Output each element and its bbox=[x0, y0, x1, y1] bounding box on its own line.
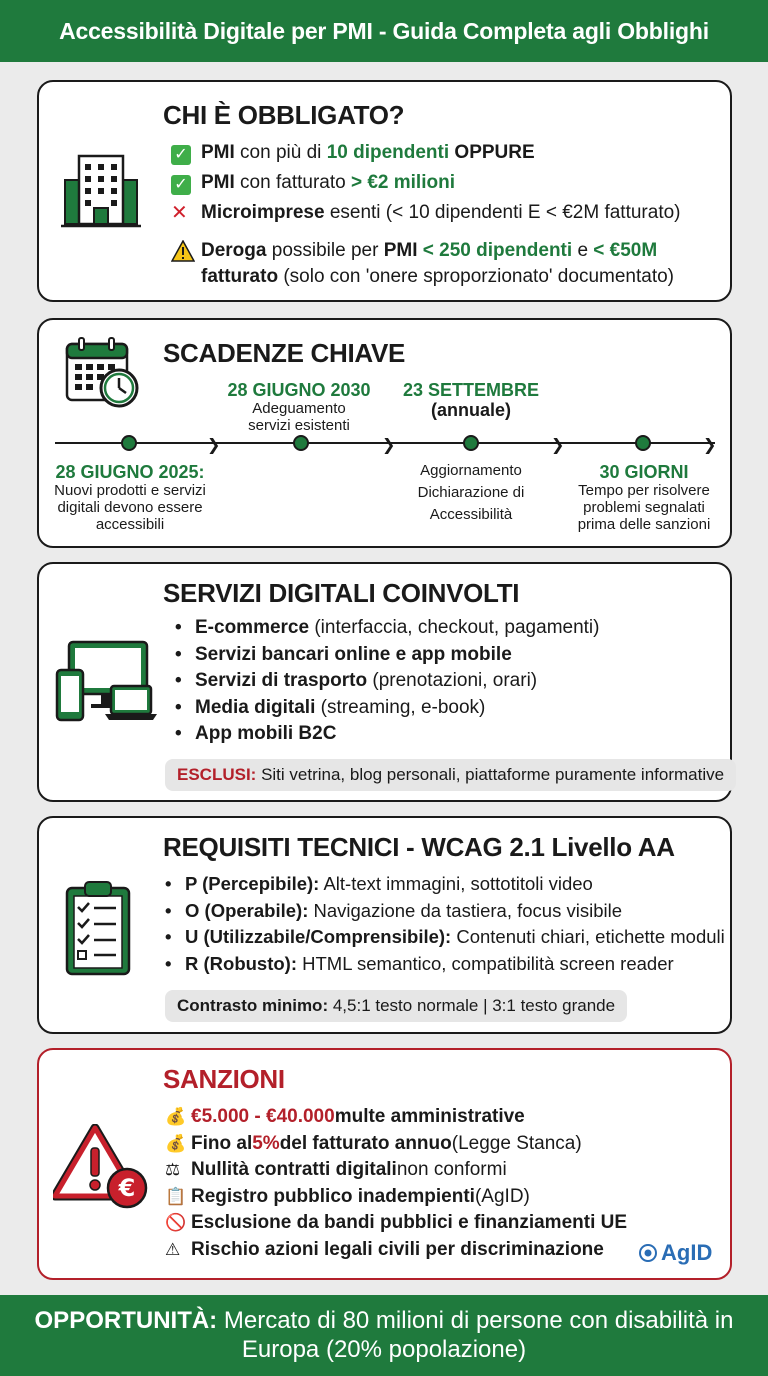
list-item: • Media digitali (streaming, e-book) bbox=[175, 695, 599, 722]
list-item: • R (Robusto): HTML semantico, compatibilità screen reader bbox=[165, 951, 725, 978]
list-item: 💰 Fino al 5% del fatturato annuo (Legge Stanca) bbox=[165, 1131, 627, 1158]
emblem-icon bbox=[639, 1244, 657, 1262]
card-requisiti bbox=[37, 816, 732, 1034]
card-servizi bbox=[37, 562, 732, 802]
warning-icon: ⚠ bbox=[165, 1239, 181, 1259]
arrow-icon: ❯ bbox=[551, 437, 565, 454]
warning-euro-icon bbox=[53, 1124, 149, 1215]
exclusions-note: ESCLUSI: Siti vetrina, blog personali, piattaforme puramente informative bbox=[165, 759, 736, 791]
section-title: CHI È OBBLIGATO? bbox=[163, 100, 405, 130]
svg-text:€: € bbox=[118, 1174, 136, 1202]
timeline-dot bbox=[635, 435, 651, 451]
check-icon: ✓ bbox=[171, 142, 201, 165]
timeline-dot bbox=[293, 435, 309, 451]
footer-banner bbox=[0, 1295, 768, 1376]
list-item: Deroga possibile per PMI < 250 dipendenti e < €50M fatturato (solo con 'onere sproporzionato' documentato) bbox=[171, 238, 674, 290]
list-item: • E-commerce (interfaccia, checkout, pagamenti) bbox=[175, 615, 599, 642]
scales-icon: ⚖ bbox=[165, 1160, 181, 1179]
list-item: • P (Percepibile): Alt-text immagini, sottotitoli video bbox=[165, 871, 725, 898]
check-icon: ✓ bbox=[171, 172, 201, 195]
timeline-dot bbox=[463, 435, 479, 451]
arrow-icon: ❯ bbox=[703, 437, 717, 454]
list-item: ⚖ Nullità contratti digitali non conformi bbox=[165, 1157, 627, 1184]
list-item: • U (Utilizzabile/Comprensibile): Contenuti chiari, etichette moduli bbox=[165, 924, 725, 951]
sanctions-list bbox=[165, 1104, 627, 1263]
services-list bbox=[175, 615, 599, 748]
section-title: SERVIZI DIGITALI COINVOLTI bbox=[163, 578, 520, 608]
agid-logo: AgID bbox=[639, 1240, 712, 1266]
clipboard-icon: 📋 bbox=[165, 1186, 187, 1206]
checklist-icon bbox=[63, 880, 135, 981]
timeline-event: 30 GIORNI Tempo per risolvere problemi segnalati prima delle sanzioni bbox=[577, 462, 711, 533]
list-item: ✓ PMI con più di 10 dipendenti OPPURE bbox=[171, 142, 535, 165]
section-title: REQUISITI TECNICI - WCAG 2.1 Livello AA bbox=[163, 832, 675, 862]
card-sanzioni bbox=[37, 1048, 732, 1280]
footer-label: OPPORTUNITÀ: bbox=[34, 1307, 218, 1334]
list-item: • Servizi bancari online e app mobile bbox=[175, 642, 599, 669]
money-bag-icon: 💰 bbox=[165, 1107, 187, 1126]
section-title: SCADENZE CHIAVE bbox=[163, 338, 406, 368]
timeline-event: 28 GIUGNO 2030 Adeguamento servizi esistenti bbox=[227, 380, 371, 434]
money-bag-icon: 💰 bbox=[165, 1133, 187, 1153]
cross-icon: ✕ bbox=[171, 202, 188, 224]
requirements-list bbox=[165, 871, 725, 977]
section-title: SANZIONI bbox=[163, 1064, 285, 1094]
devices-icon bbox=[53, 640, 159, 731]
building-icon bbox=[61, 150, 141, 237]
card-obbligato bbox=[37, 80, 732, 302]
arrow-icon: ❯ bbox=[382, 437, 396, 454]
calendar-clock-icon bbox=[63, 336, 143, 417]
footer-text: Mercato di 80 milioni di persone con disabilità in Europa (20% popolazione) bbox=[217, 1307, 734, 1363]
timeline-event-text: Aggiornamento Dichiarazione di Accessibilità bbox=[417, 462, 525, 523]
timeline-event: 28 GIUGNO 2025: Nuovi prodotti e servizi digitali devono essere accessibili bbox=[54, 462, 206, 533]
contrast-note: Contrasto minimo: 4,5:1 testo normale | 3:1 testo grande bbox=[165, 990, 627, 1022]
list-item: • O (Operabile): Navigazione da tastiera, focus visibile bbox=[165, 898, 725, 925]
timeline-event: 23 SETTEMBRE (annuale) bbox=[402, 380, 540, 420]
list-item: 📋 Registro pubblico inadempienti (AgID) bbox=[165, 1184, 627, 1211]
list-item: ⚠ Rischio azioni legali civili per discriminazione bbox=[165, 1237, 627, 1264]
timeline-dot bbox=[121, 435, 137, 451]
page-title: Accessibilità Digitale per PMI - Guida Completa agli Obblighi bbox=[0, 0, 768, 62]
list-item: 💰 €5.000 - €40.000 multe amministrative bbox=[165, 1104, 627, 1131]
list-item: • App mobili B2C bbox=[175, 721, 599, 748]
warning-icon bbox=[171, 238, 201, 267]
list-item: • Servizi di trasporto (prenotazioni, orari) bbox=[175, 668, 599, 695]
list-item: 🚫 Esclusione da bandi pubblici e finanziamenti UE bbox=[165, 1210, 627, 1237]
list-item: ✓ PMI con fatturato > €2 milioni bbox=[171, 172, 455, 195]
card-scadenze bbox=[37, 318, 732, 548]
arrow-icon: ❯ bbox=[207, 437, 221, 454]
prohibited-icon: 🚫 bbox=[165, 1213, 187, 1232]
list-item: ✕ Microimprese esenti (< 10 dipendenti E < €2M fatturato) bbox=[171, 202, 681, 224]
